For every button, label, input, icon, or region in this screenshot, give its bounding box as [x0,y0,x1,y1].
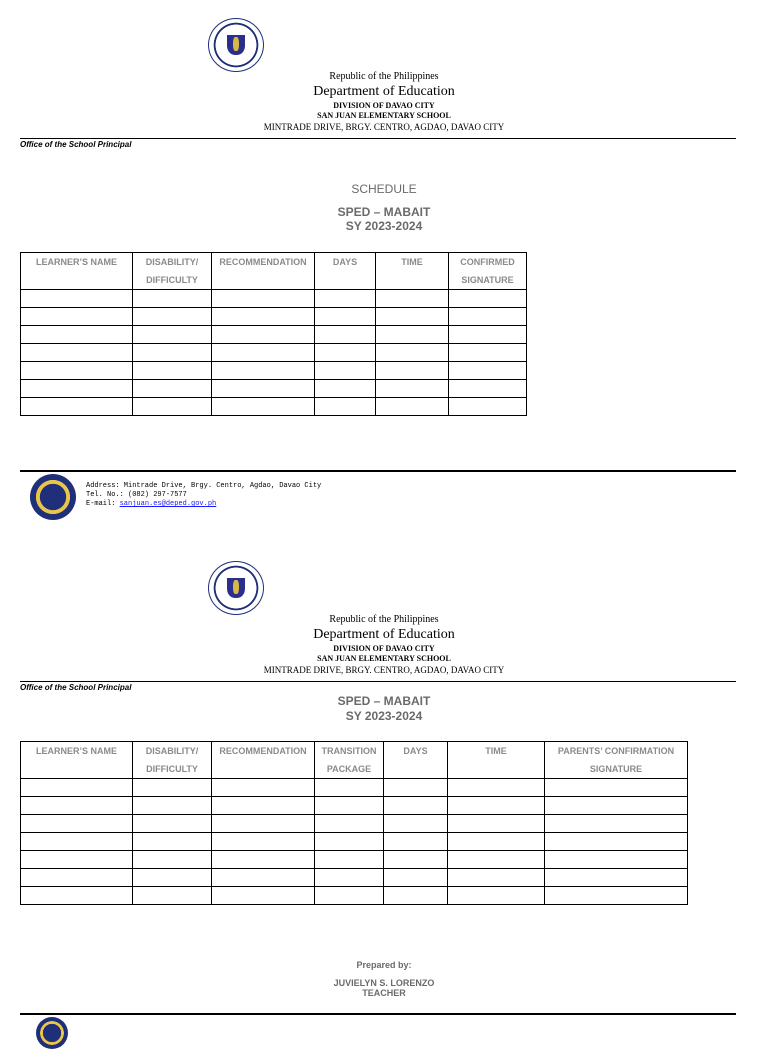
preparer-name: JUVIELYN S. LORENZO [333,978,435,988]
table-cell[interactable] [448,815,545,833]
column-header-line: DIFFICULTY [146,275,198,285]
table-cell[interactable] [133,308,212,326]
table-cell[interactable] [545,869,688,887]
table-cell[interactable] [133,815,212,833]
table-cell[interactable] [448,887,545,905]
table-cell[interactable] [384,815,448,833]
column-header-line [212,760,314,778]
table-cell[interactable] [212,344,315,362]
column-header-line: SIGNATURE [589,764,643,774]
table-cell[interactable] [133,797,212,815]
table-cell[interactable] [133,362,212,380]
column-header-line: PACKAGE [326,764,372,774]
table-cell[interactable] [384,833,448,851]
school-logo-icon [36,1017,68,1049]
table-cell[interactable] [212,851,315,869]
column-header-line: TRANSITION [321,746,377,756]
table-row [21,308,527,326]
footer-contact [86,482,321,509]
table-cell[interactable] [212,290,315,308]
table-cell[interactable] [212,380,315,398]
table-cell[interactable] [133,344,212,362]
table-cell[interactable] [315,833,384,851]
program-title: SPED – MABAIT [337,205,431,219]
table-cell[interactable] [545,887,688,905]
table-cell[interactable] [21,326,133,344]
school-text: SAN JUAN ELEMENTARY SCHOOL [317,654,451,663]
school-address-text: MINTRADE DRIVE, BRGY. CENTRO, AGDAO, DAVAO CITY [263,665,505,675]
table-cell[interactable] [21,887,133,905]
column-header-line [315,271,375,289]
table-row [21,779,688,797]
program-title: SPED – MABAIT [337,694,431,708]
footer-email-line [86,500,321,509]
department-text: Department of Education [313,627,455,642]
table-cell[interactable] [21,851,133,869]
table-cell[interactable] [212,869,315,887]
table-cell[interactable] [448,851,545,869]
table-cell[interactable] [21,815,133,833]
table-cell[interactable] [21,308,133,326]
school-year-title: SY 2023-2024 [345,219,423,233]
header-divider [20,681,736,682]
email-link[interactable]: sanjuan.es@deped.gov.ph [119,500,217,508]
column-header-line [21,271,132,289]
table-cell[interactable] [21,290,133,308]
table-cell[interactable] [133,326,212,344]
column-header-line: TIME [485,746,507,756]
table-cell[interactable] [315,815,384,833]
department-text: Department of Education [313,84,455,99]
table-cell[interactable] [21,869,133,887]
table-cell[interactable] [133,380,212,398]
footer-divider [20,1013,736,1015]
column-header-line: LEARNER’S NAME [35,257,117,267]
table-cell[interactable] [133,779,212,797]
column-header [384,742,448,779]
republic-text: Republic of the Philippines [329,71,439,82]
table-row [21,344,527,362]
table-cell[interactable] [384,887,448,905]
table-cell[interactable] [384,779,448,797]
table-cell[interactable] [212,362,315,380]
table-cell[interactable] [315,344,376,362]
column-header-line: RECOMMENDATION [219,746,307,756]
table-cell[interactable] [21,380,133,398]
column-header [315,742,384,779]
table-cell[interactable] [315,398,376,416]
column-header [212,253,315,290]
table-cell[interactable] [448,833,545,851]
footer-address: Address: Mintrade Drive, Brgy. Centro, Agdao, Davao City [86,482,322,490]
column-header-line: DAYS [332,257,358,267]
table-cell[interactable] [545,779,688,797]
table-cell[interactable] [315,797,384,815]
deped-seal-icon [208,18,264,72]
column-header-line: DISABILITY/ [145,746,199,756]
school-year-title: SY 2023-2024 [345,709,423,723]
table-cell[interactable] [21,398,133,416]
column-header [133,742,212,779]
column-header-line: SIGNATURE [461,275,514,285]
table-row [21,797,688,815]
table-cell[interactable] [376,380,449,398]
column-header [315,253,376,290]
table-cell[interactable] [21,797,133,815]
footer-tel: Tel. No.: (082) 297-7577 [86,491,187,499]
table-cell[interactable] [384,851,448,869]
deped-seal-icon [208,561,264,615]
table-cell[interactable] [315,362,376,380]
column-header [376,253,449,290]
table-cell[interactable] [545,851,688,869]
column-header-line: CONFIRMED [460,257,515,267]
table-cell[interactable] [212,815,315,833]
table-cell[interactable] [449,326,527,344]
table-cell[interactable] [315,380,376,398]
table-cell[interactable] [212,398,315,416]
table-cell[interactable] [376,308,449,326]
table-cell[interactable] [448,779,545,797]
table-cell[interactable] [384,797,448,815]
column-header-line: DISABILITY/ [145,257,199,267]
table-cell[interactable] [448,869,545,887]
table-header-row [21,742,688,779]
table-row [21,398,527,416]
table-cell[interactable] [21,362,133,380]
table-cell[interactable] [315,851,384,869]
table-cell[interactable] [133,290,212,308]
table-cell[interactable] [133,887,212,905]
table-cell[interactable] [212,779,315,797]
school-text: SAN JUAN ELEMENTARY SCHOOL [317,111,451,120]
table-cell[interactable] [315,326,376,344]
division-text: DIVISION OF DAVAO CITY [333,644,435,653]
column-header-line: LEARNER’S NAME [35,746,117,756]
column-header [133,253,212,290]
table-cell[interactable] [315,887,384,905]
office-label: Office of the School Principal [20,683,132,692]
prepared-by-label: Prepared by: [356,960,412,970]
table-cell[interactable] [315,869,384,887]
table-cell[interactable] [21,833,133,851]
table-cell[interactable] [545,797,688,815]
table-cell[interactable] [448,797,545,815]
table-cell[interactable] [384,869,448,887]
column-header-line [384,760,447,778]
table-row [21,326,527,344]
table-cell[interactable] [449,380,527,398]
school-address-text: MINTRADE DRIVE, BRGY. CENTRO, AGDAO, DAVAO CITY [263,122,505,132]
table-cell[interactable] [545,833,688,851]
table-row [21,815,688,833]
table-cell[interactable] [376,344,449,362]
table-cell[interactable] [212,833,315,851]
table-cell[interactable] [449,398,527,416]
table-cell[interactable] [212,308,315,326]
column-header [21,742,133,779]
division-text: DIVISION OF DAVAO CITY [333,101,435,110]
column-header-line [212,271,314,289]
column-header [449,253,527,290]
school-logo-icon [30,474,76,520]
table-cell[interactable] [449,362,527,380]
table-cell[interactable] [449,308,527,326]
table-cell[interactable] [212,797,315,815]
table-cell[interactable] [449,344,527,362]
table-row [21,869,688,887]
table-cell[interactable] [376,290,449,308]
column-header-line: PARENTS’ CONFIRMATION [557,746,675,756]
column-header [212,742,315,779]
preparer-title: TEACHER [362,988,406,998]
column-header-line: TIME [401,257,423,267]
footer-email-label: E-mail: [86,500,120,508]
table-row [21,290,527,308]
table-cell[interactable] [133,869,212,887]
table-row [21,362,527,380]
table-cell[interactable] [545,815,688,833]
republic-text: Republic of the Philippines [329,614,439,625]
table-cell[interactable] [133,398,212,416]
office-label: Office of the School Principal [20,140,132,149]
column-header-line [376,271,448,289]
table-cell[interactable] [315,779,384,797]
table-row [21,887,688,905]
footer-divider [20,470,736,472]
table-cell[interactable] [449,290,527,308]
table-cell[interactable] [212,887,315,905]
column-header [545,742,688,779]
table-row [21,833,688,851]
column-header-line [448,760,544,778]
schedule-table [20,252,527,416]
table-row [21,851,688,869]
schedule-title: SCHEDULE [351,182,417,196]
table-row [21,380,527,398]
table-cell[interactable] [315,308,376,326]
transition-table [20,741,688,905]
table-cell[interactable] [376,398,449,416]
table-cell[interactable] [21,344,133,362]
column-header [21,253,133,290]
column-header-line: RECOMMENDATION [219,257,307,267]
table-cell[interactable] [376,326,449,344]
column-header [448,742,545,779]
table-cell[interactable] [315,290,376,308]
table-header-row [21,253,527,290]
table-cell[interactable] [133,851,212,869]
column-header-line: DIFFICULTY [146,764,198,774]
table-cell[interactable] [212,326,315,344]
table-cell[interactable] [21,779,133,797]
table-cell[interactable] [133,833,212,851]
table-cell[interactable] [376,362,449,380]
header-divider [20,138,736,139]
column-header-line: DAYS [403,746,428,756]
column-header-line [21,760,132,778]
